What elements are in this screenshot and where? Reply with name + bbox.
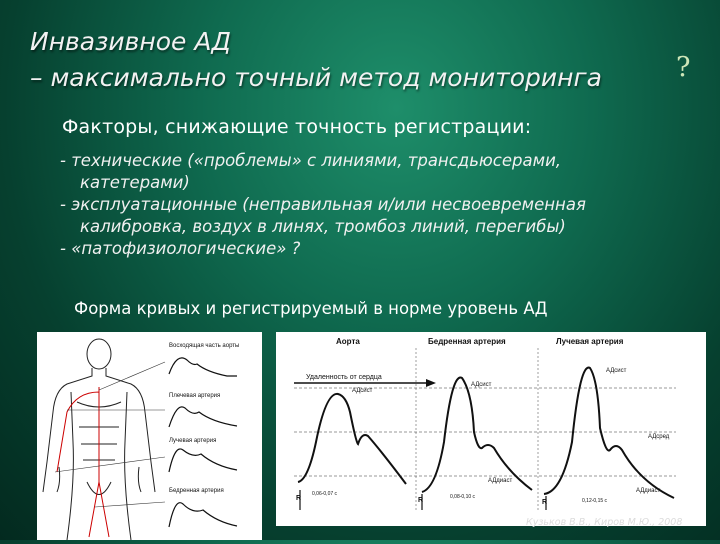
ad-label-femoral-sys: АДсист (471, 382, 492, 388)
waveform-subheading: Форма кривых и регистрируемый в норме уровень АД (74, 299, 548, 318)
ad-label-mean: АДсред (648, 434, 670, 440)
ad-label-radial-sys: АДсист (606, 368, 627, 374)
time-label-aorta: 0,06-0,07 с (312, 491, 338, 497)
factor-item-technical: - технические («проблемы» с линиями, трансдьюсерами, катетерами) (60, 151, 562, 192)
aorta-waveform (298, 394, 406, 484)
credit-line: Кузьков В.В., Киров М.Ю., 2008 (526, 517, 683, 528)
body-label-brachial: Плечевая артерия (169, 393, 221, 399)
body-label-radial: Лучевая артерия (169, 438, 217, 444)
factors-list (60, 150, 680, 260)
body-label-femoral: Бедренная артерия (169, 488, 224, 494)
factor-item-operational: - эксплуатационные (неправильная и/или несвоевременная калибровка, воздух в линях, тромбоз линий, перегибы) (60, 195, 586, 236)
r-label-2: R (418, 497, 424, 504)
title-line-1: Инвазивное АД (30, 27, 231, 56)
ad-label-radial-dia: АДдиаст (636, 488, 661, 494)
body-diagram (37, 332, 262, 540)
title-radial: Лучевая артерия (556, 337, 624, 346)
ad-label-aorta-sys: АДсист (352, 388, 373, 394)
waveform-chart (276, 332, 706, 526)
question-mark: ? (676, 52, 691, 83)
distance-label: Удаленность от сердца (306, 374, 382, 381)
femoral-waveform (422, 378, 532, 492)
r-label-3: R (542, 499, 548, 506)
waveform-panel (276, 332, 706, 526)
title-femoral: Бедренная артерия (428, 337, 506, 346)
body-label-aorta: Восходящая часть аорты (169, 343, 240, 349)
title-aorta: Аорта (336, 337, 360, 346)
slide-title (30, 24, 680, 96)
time-label-femoral: 0,08-0,10 с (450, 494, 476, 500)
pointer-lines (55, 362, 165, 507)
factors-heading: Факторы, снижающие точность регистрации: (62, 116, 532, 138)
ad-label-femoral-dia: АДдиаст (488, 478, 513, 484)
r-label-1: R (296, 495, 302, 502)
level-lines (294, 388, 676, 476)
radial-waveform (544, 368, 674, 498)
factor-item-pathophysiological: - «патофизиологические» ? (60, 239, 301, 258)
time-label-radial: 0,12-0,15 с (582, 498, 608, 504)
title-line-2: – максимально точный метод мониторинга (30, 63, 602, 92)
body-diagram-panel (37, 332, 262, 540)
panel-dividers (416, 348, 538, 510)
artery-lines (57, 387, 109, 537)
